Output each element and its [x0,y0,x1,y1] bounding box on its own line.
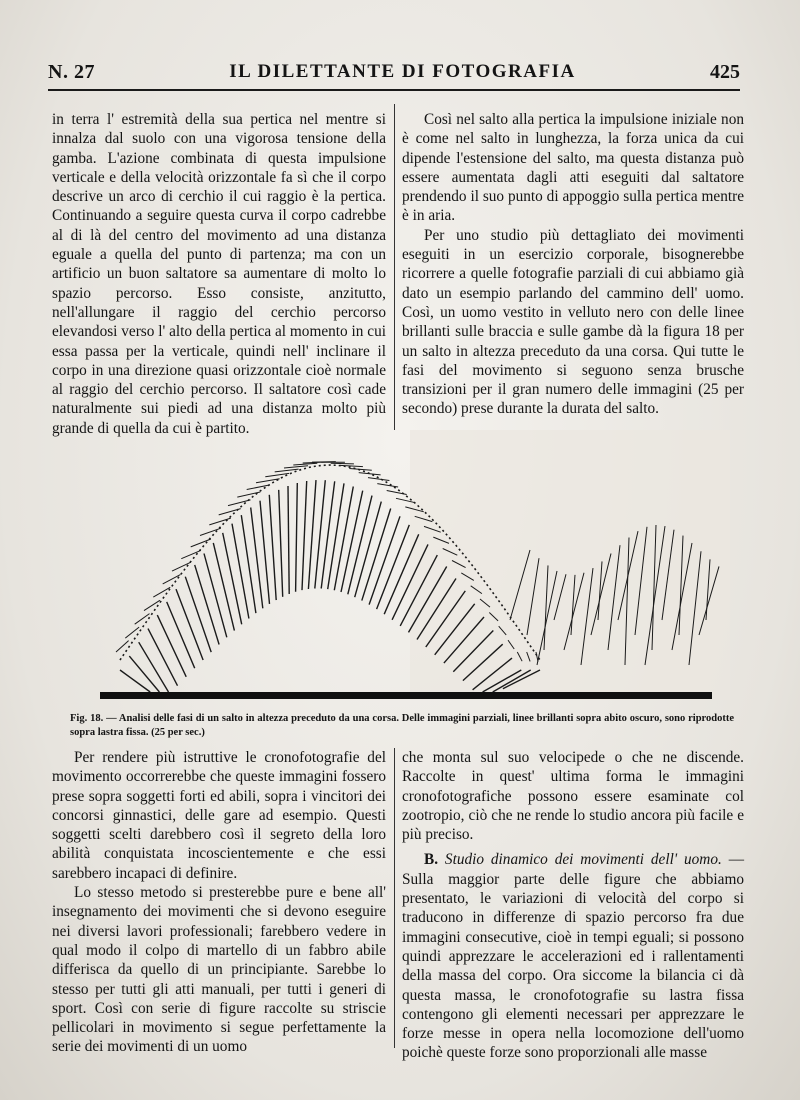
column-divider-top [394,104,395,430]
page-header [48,55,740,91]
issue-number: N. 27 [48,60,95,83]
arm-trace-line [331,463,354,464]
leg-trace-line [167,602,195,668]
caption-label: Fig. 18. [70,713,104,724]
arm-trace-line [181,550,201,558]
arm-trace-line [153,587,170,597]
arm-trace-line [377,484,398,487]
arm-trace-line [125,627,139,638]
leg-trace-line [213,543,234,631]
leg-trace-line [148,629,178,686]
arm-trace-line [293,463,317,465]
leg-trace-line [176,589,203,660]
leg-trace-line [185,577,211,652]
column-divider-bottom [394,748,395,1048]
journal-title: IL DILETTANTE DI FOTOGRAFIA [229,61,576,82]
column-top-right [402,110,744,419]
paragraph: Per rendere più istruttive le cronofotografie del movimento occorrerebbe che queste immagini fossero prese sopra soggetti forti ed abili, sopra i vincitori dei concorsi ginnastici, delle gare ad esempio. Questi soggetti scelti darebbero così il segreto della loro abilità conquistata incoscientemente e che essi sarebbero incapaci di definire. [52,749,386,882]
paragraph: Così nel salto alla pertica la impulsione iniziale non è come nel salto in lunghezza, la forza unica da cui dipende l'estensione del salto, ma questa distanza può essere aumentata dagli atti eseguiti dal saltatore prendendo il suo punto di appoggio sulla pertica mentre è in aria. [402,111,744,225]
arm-trace-line [228,500,251,506]
leg-trace-line [334,487,353,591]
paragraph: in terra l' estremità della sua pertica nel mentre si innalza dal suolo con una vigorosa tensione della gamba. L'azione combinata di questa impulsione verticale e della velocità orizzontale fa sì che il corpo descrive un arco di cerchio il cui raggio è la pertica. Continuando a seguire questa curva il corpo cadrebbe al di là del centro del movimento ad una distanza eguale a quella del punto di partenza; ma con un artificio un buon saltatore sa aumentare di molto lo spazio percorso. Esso consiste, anzitutto, nell'allungare il raggio del cerchio percorso elevandosi verso l' alto della pertica al momento in cui essa passa per la verticale, quindi nell' inclinare il corpo in una direzione quasi orizzontale cioè normale al raggio del cerchio percorso. Il saltatore così cade naturalmente sui piedi ad una distanza molto più grande di quella da cui è partito. [52,111,386,437]
caption-text: — Analisi delle fasi di un salto in altezza preceduto da una corsa. Delle immagini parziali, linee brillanti sopra abito oscuro, sono riprodotte sopra lastra fissa. (25 per sec.) [70,713,734,738]
column-top-left [52,110,386,438]
leg-trace-line [195,565,219,645]
ground-line [100,692,712,699]
column-bottom-left [52,748,386,1057]
paragraph: Per uno studio più dettagliato dei movimenti eseguiti in un esercizio corporale, bisognerebbe ricorrere a quelle fotografie parziali di cui abbiamo già dato un esempio parlando del cammino dell' uomo. Così, un uomo vestito in velluto nero con delle linee brillanti sulle braccia e sulle gambe dà la figura 18 per un salto in altezza preceduto da una corsa. Qui tutte le fasi del movimento si seguono senza brusche transizioni per il gran numero delle immagini (25 per secondo) prese durante la durata del salto. [402,226,744,418]
arm-trace-line [340,465,363,466]
leg-trace-line [269,495,276,600]
arm-trace-line [247,485,270,490]
figure-high-jump-chronophotograph [60,420,740,712]
section-paragraph [402,850,744,1062]
figure-caption [70,712,734,740]
arm-trace-line [191,539,211,547]
arm-trace-line [200,528,221,535]
arm-trace-line [172,562,191,571]
arm-trace-line [256,479,280,483]
arm-trace-line [163,575,181,584]
figure-drawing [60,420,740,712]
arm-trace-line [209,518,231,525]
leg-trace-line [204,554,227,638]
leg-trace-line [296,483,298,592]
leg-trace-line [120,670,150,692]
leg-trace-line [302,481,307,590]
page-number: 425 [710,60,740,83]
leg-trace-line [260,501,270,604]
arm-trace-line [135,614,150,625]
section-title: Studio dinamico dei movimenti dell' uomo. [444,851,722,869]
arm-trace-line [349,469,372,471]
leg-trace-line [232,524,249,619]
leg-trace-line [129,656,159,692]
column-bottom-right [402,748,744,1063]
section-label: B. [424,851,439,869]
paragraph: che monta sul suo velocipede o che ne discende. Raccolte in quest' ultima forma le immagini cronofotografiche possono essere esaminate col zootropio, ciò che ne rende lo studio ancora più facile e più preciso. [402,749,744,844]
leg-trace-line [223,533,242,624]
leg-trace-line [288,486,289,594]
arm-trace-line [368,478,389,481]
paragraph: Lo stesso metodo si presterebbe pure e bene all' insegnamento dei movimenti che si devono eseguire nei diversi lavori professionali; farebbero vedere in qual modo il colpo di martello di un fabbro abile differisca da quello di un principiante. Sarebbe lo stesso per tutti gli atti manuali, per tutti i generi di sport. Così con serie di figure raccolte su striscie pellicolari in movimento si segue perfettamente la serie dei movimenti di un uomo [52,884,386,1056]
leg-trace-line [308,480,316,589]
arm-trace-line [284,466,308,468]
leg-trace-line [157,615,186,677]
section-text: — Sulla maggior parte delle figure che abbiamo presentato, le variazioni di velocità del corpo si traducono in differenze di spazio percorso fra due immagini consecutive, cioè in tempi eguali; si possono quindi apprezzare le accelerazioni ed i rallentamenti della massa del corpo. Ora siccome la bilancia ci dà questa massa, le cronofotografie su lastra fissa contengono gli elementi necessari per apprezzare le forze messe in opera nella locomozione dell'uomo poichè queste forze sono proporzionali alle masse [402,851,744,1062]
leg-trace-line [279,490,283,597]
leg-trace-line [328,483,344,589]
